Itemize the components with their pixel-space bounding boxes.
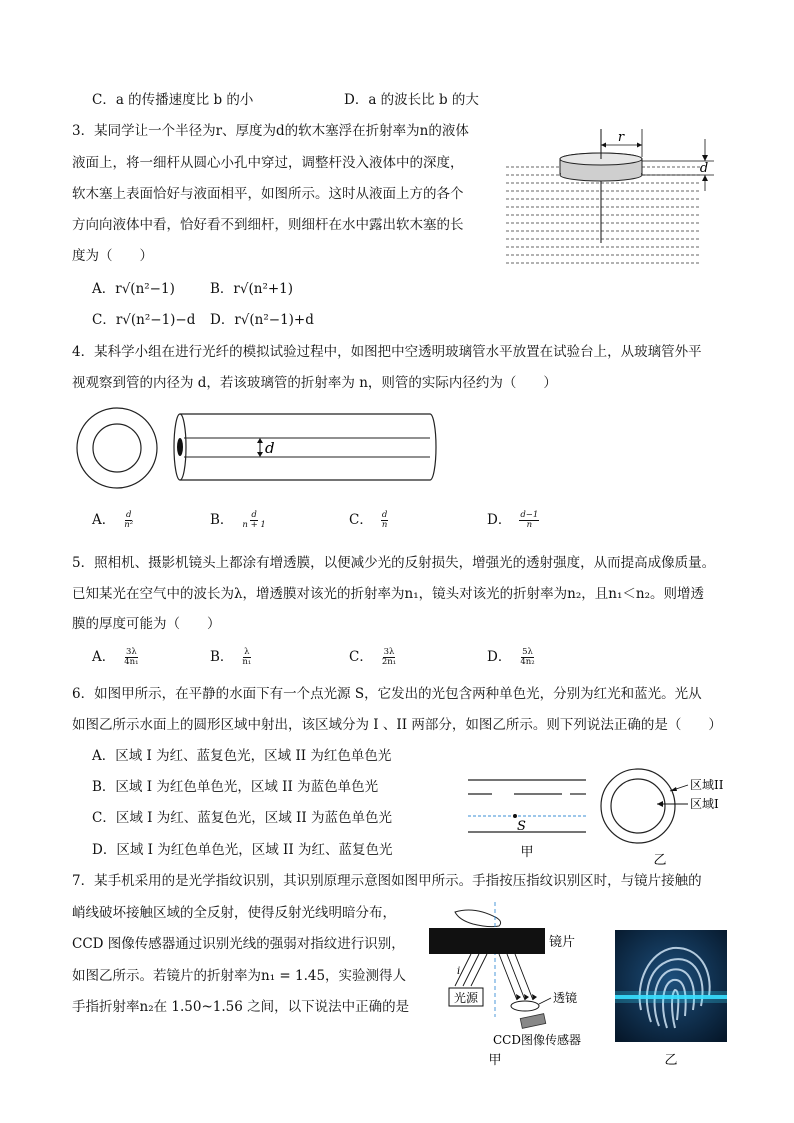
tube-side-view xyxy=(174,414,436,480)
figure-yi-caption: 乙 xyxy=(664,1053,678,1068)
q7-figure-jia xyxy=(425,902,605,1072)
thickness-label: d xyxy=(699,161,709,176)
q3-option-b: B．r√(n²+1) xyxy=(210,281,294,297)
light-source-label: S xyxy=(517,819,526,834)
q6-option-b: B．区域 I 为红色单色光，区域 II 为蓝色单色光 xyxy=(92,779,379,795)
q3-text-line: 3．某同学让一个半径为r、厚度为d的软木塞浮在折射率为n的液体 xyxy=(72,123,469,139)
q5-option-b: B． $\frac{\lambda}{\text{n₁}}$ xyxy=(210,647,252,667)
q5-option-c: C． $\frac{3\lambda}{\text{2n₁}}$ xyxy=(349,647,397,667)
finger-shape xyxy=(455,910,501,927)
q6-figure-yi xyxy=(598,766,738,870)
figure-yi-caption: 乙 xyxy=(653,853,667,868)
q6-text-line: 6．如图甲所示，在平静的水面下有一个点光源 S，它发出的光包含两种单色光，分别为红光和蓝光。光从 xyxy=(72,686,702,702)
q4-option-a: A． $\frac{d}{\text{n²}}$ xyxy=(92,510,134,530)
q6-option-c: C．区域 I 为红、蓝复色光，区域 II 为蓝色单色光 xyxy=(92,810,392,826)
q7-text-line: 手指折射率n₂在 1.50~1.56 之间，以下说法中正确的是 xyxy=(72,999,410,1015)
q3-text-line: 度为（ ） xyxy=(72,248,153,264)
ccd-label: CCD图像传感器 xyxy=(493,1033,581,1047)
q4-option-c: C． $\frac{d}{n}$ xyxy=(349,510,388,530)
q3-text-line: 软木塞上表面恰好与液面相平，如图所示。这时从液面上方的各个 xyxy=(72,186,464,202)
q4-option-b: B． $\frac{d}{n + 1}$ xyxy=(210,510,266,530)
q2-option-c: C．a 的传播速度比 b 的小 xyxy=(92,92,254,108)
q3-option-d: D．r√(n²−1)+d xyxy=(210,312,314,328)
q4-option-d: D． $\frac{d-1}{n}$ xyxy=(487,510,539,530)
figure-jia-caption: 甲 xyxy=(488,1053,502,1068)
q5-option-a: A． $\frac{3\lambda}{\text{4n₁}}$ xyxy=(92,647,139,667)
incidence-angle-label: i xyxy=(457,966,461,977)
region-inner-circle xyxy=(611,779,665,833)
q6-figure-jia xyxy=(462,768,592,860)
q5-text-line: 膜的厚度可能为（ ） xyxy=(72,616,221,632)
inner-diameter-label: d xyxy=(265,439,275,457)
q6-option-d: D．区域 I 为红色单色光，区域 II 为红、蓝复色光 xyxy=(92,842,393,858)
q4-text-line: 视观察到管的内径为 d，若该玻璃管的折射率为 n，则管的实际内径约为（ ） xyxy=(72,375,557,391)
region-2-label: 区域II xyxy=(690,778,724,792)
q3-text-line: 液面上，将一细杆从圆心小孔中穿过，调整杆没入液体中的深度， xyxy=(72,155,464,171)
q3-option-c: C．r√(n²−1)−d xyxy=(92,312,196,328)
q4-glass-tube-figure xyxy=(70,404,450,494)
q3-cork-figure xyxy=(500,125,720,265)
lens-label: 镜片 xyxy=(549,935,576,950)
q6-text-line: 如图乙所示水面上的圆形区域中射出，该区域分为 I 、II 两部分，如图乙所示。则下列说法正确的是（ ） xyxy=(72,717,722,733)
q5-option-d: D． $\frac{5\lambda}{\text{4n₂}}$ xyxy=(487,647,535,667)
figure-jia-caption: 甲 xyxy=(520,845,534,860)
ccd-sensor xyxy=(520,1014,546,1029)
q7-text-line: 峭线破坏接触区域的全反射，使得反射光线明暗分布， xyxy=(72,905,396,921)
q3-option-a: A．r√(n²−1) xyxy=(92,281,175,297)
convex-lens-label: 透镜 xyxy=(553,991,578,1005)
q7-text-line: CCD 图像传感器通过识别光线的强弱对指纹进行识别， xyxy=(72,936,405,952)
q4-text-line: 4．某科学小组在进行光纤的模拟试验过程中，如图把中空透明玻璃管水平放置在试验台上，从玻璃管外平 xyxy=(72,344,702,360)
lens-plate xyxy=(429,928,545,954)
q7-figure-yi xyxy=(615,930,729,1070)
q5-text-line: 已知某光在空气中的波长为λ，增透膜对该光的折射率为n₁，镜头对该光的折射率为n₂，且n₁＜n₂。则增透 xyxy=(72,586,704,602)
q2-option-d: D．a 的波长比 b 的大 xyxy=(344,92,479,108)
radius-label: r xyxy=(617,130,625,145)
convex-lens xyxy=(511,1001,539,1011)
region-1-label: 区域I xyxy=(690,797,719,811)
q6-option-a: A．区域 I 为红、蓝复色光，区域 II 为红色单色光 xyxy=(92,748,392,764)
q3-text-line: 方向向液体中看，恰好看不到细杆，则细杆在水中露出软木塞的长 xyxy=(72,217,464,233)
light-source-label: 光源 xyxy=(453,991,479,1005)
q7-text-line: 7．某手机采用的是光学指纹识别，其识别原理示意图如图甲所示。手指按压指纹识别区时，与镜片接触的 xyxy=(72,873,702,889)
q7-text-line: 如图乙所示。若镜片的折射率为n₁ = 1.45，实验测得人 xyxy=(72,968,407,984)
q5-text-line: 5．照相机、摄影机镜头上都涂有增透膜，以便减少光的反射损失，增强光的透射强度，从而提高成像质量。 xyxy=(72,555,716,571)
tube-cross-section-inner xyxy=(93,424,141,472)
